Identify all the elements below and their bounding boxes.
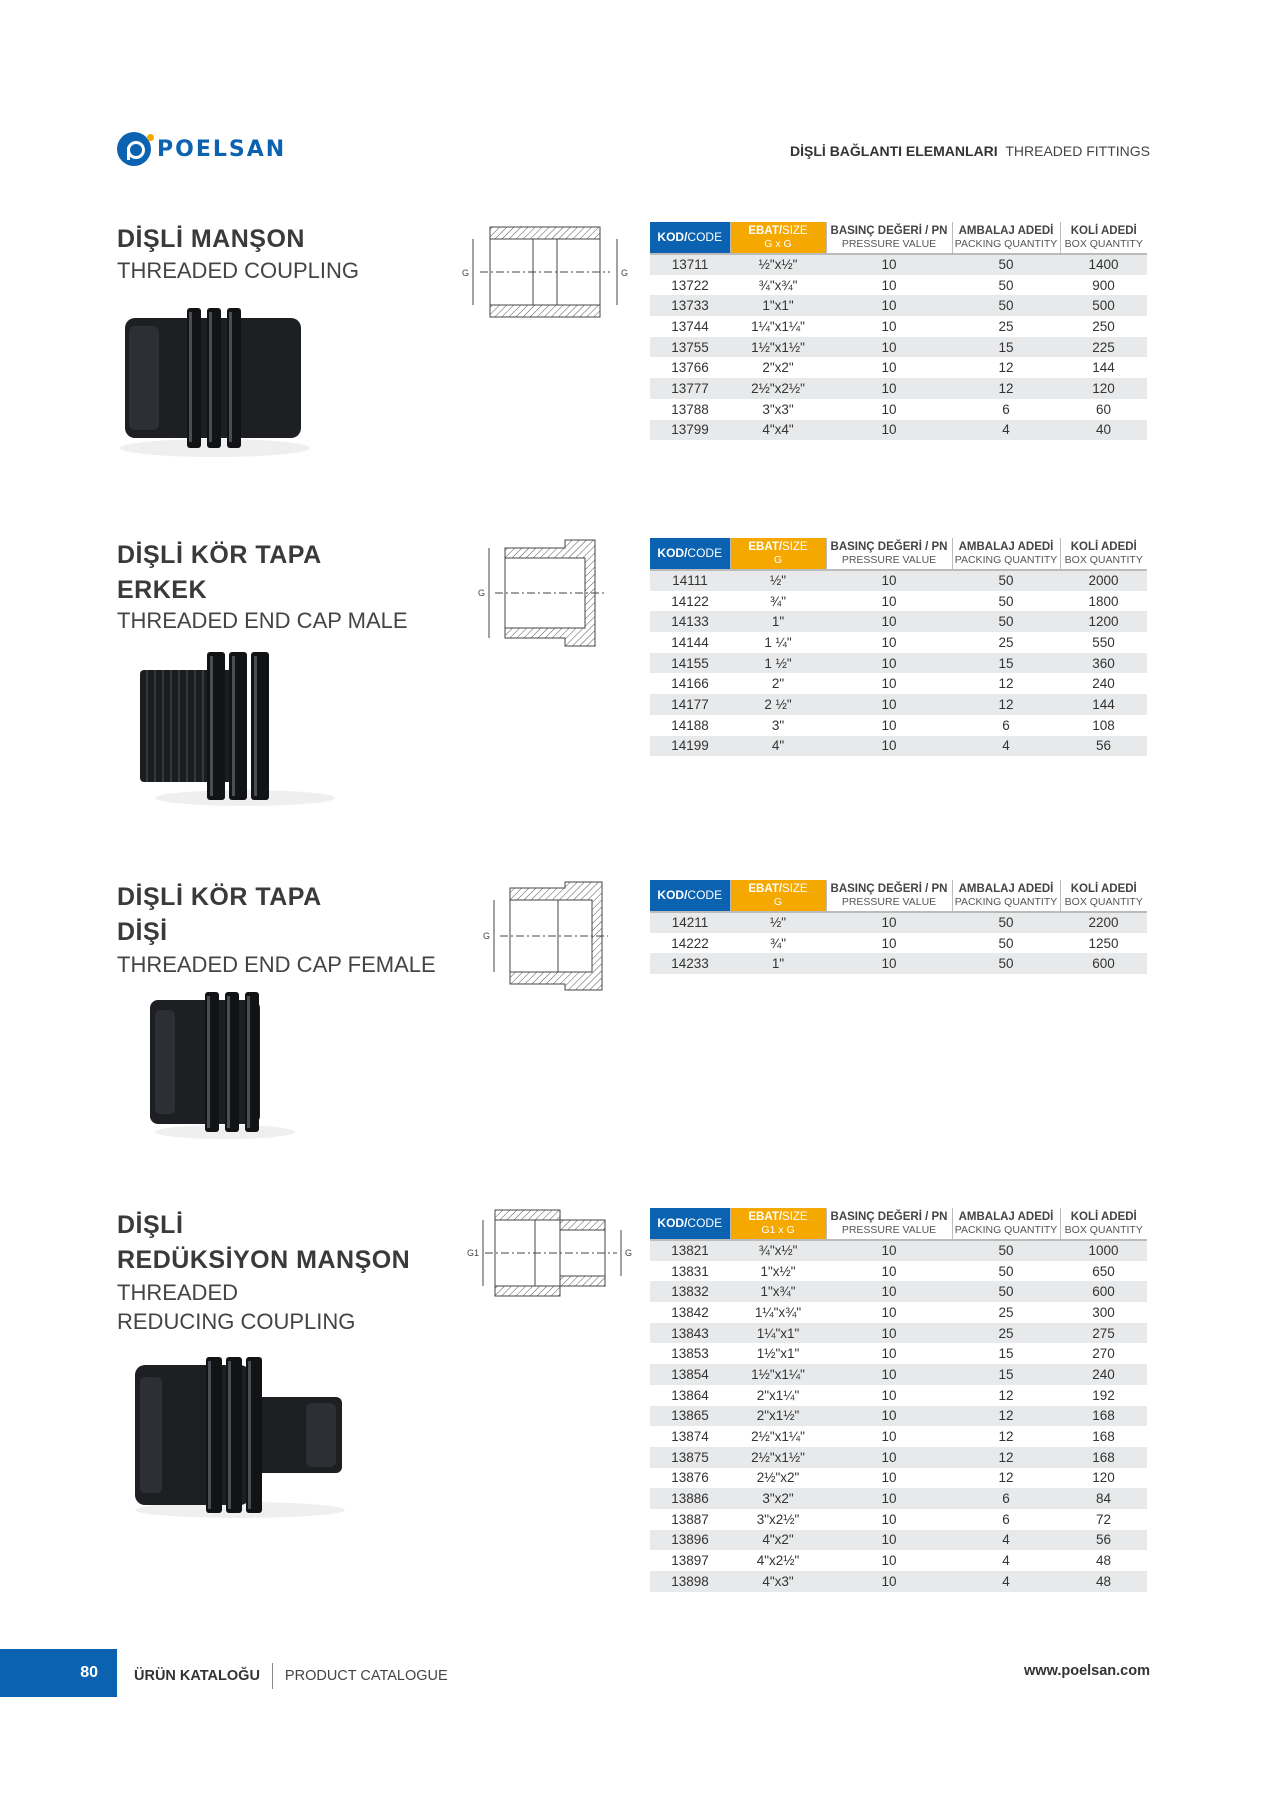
brand-name: POELSAN [157, 136, 287, 162]
cell-pressure: 10 [826, 1261, 952, 1282]
table-row [650, 1530, 1147, 1551]
cell-packing: 50 [952, 591, 1060, 612]
product-title [117, 222, 305, 257]
cell-packing: 50 [952, 933, 1060, 954]
cell-box: 168 [1060, 1426, 1147, 1447]
cell-code: 13875 [650, 1447, 730, 1468]
header-title-tr: DİŞLİ BAĞLANTI ELEMANLARI [790, 143, 998, 159]
cell-code: 13864 [650, 1385, 730, 1406]
table-row [650, 399, 1147, 420]
cell-code: 14122 [650, 591, 730, 612]
cell-box: 84 [1060, 1488, 1147, 1509]
cell-box: 300 [1060, 1302, 1147, 1323]
cell-size: 1½"x1" [730, 1343, 826, 1364]
end-cap-male-photo [135, 648, 335, 808]
cell-code: 13874 [650, 1426, 730, 1447]
cell-pressure: 10 [826, 357, 952, 378]
cell-pressure: 10 [826, 1385, 952, 1406]
cell-pressure: 10 [826, 673, 952, 694]
cell-box: 1800 [1060, 591, 1147, 612]
cell-code: 13777 [650, 378, 730, 399]
dimension-label: G1 [466, 1248, 479, 1258]
table-row [650, 1406, 1147, 1427]
cell-code: 13876 [650, 1468, 730, 1489]
cell-code: 13896 [650, 1530, 730, 1551]
cell-packing: 15 [952, 1364, 1060, 1385]
cell-pressure: 10 [826, 1406, 952, 1427]
cell-pressure: 10 [826, 933, 952, 954]
cell-pressure: 10 [826, 420, 952, 441]
title-line: ERKEK [117, 576, 208, 604]
col-code: KOD/CODE [650, 1208, 730, 1240]
cell-packing: 12 [952, 1426, 1060, 1447]
cell-size: 1¼"x¾" [730, 1302, 826, 1323]
cell-box: 550 [1060, 632, 1147, 653]
subtitle-line: THREADED END CAP FEMALE [117, 952, 436, 977]
col-pressure: BASINÇ DEĞERİ / PN PRESSURE VALUE [826, 1208, 952, 1240]
cell-code: 14111 [650, 570, 730, 591]
cell-size: 2"x1½" [730, 1406, 826, 1427]
cell-size: 4"x3" [730, 1571, 826, 1592]
cell-box: 60 [1060, 399, 1147, 420]
cell-box: 225 [1060, 337, 1147, 358]
cell-size: ¾" [730, 591, 826, 612]
cell-box: 56 [1060, 1530, 1147, 1551]
cell-size: 1"x½" [730, 1261, 826, 1282]
cell-code: 14222 [650, 933, 730, 954]
table-row [650, 1343, 1147, 1364]
cell-code: 14211 [650, 912, 730, 933]
table-row [650, 337, 1147, 358]
cell-size: 1¼"x1" [730, 1323, 826, 1344]
cell-box: 2000 [1060, 570, 1147, 591]
col-box: KOLİ ADEDİ BOX QUANTITY [1060, 538, 1147, 570]
spec-table [650, 880, 1147, 974]
col-packing: AMBALAJ ADEDİ PACKING QUANTITY [952, 1208, 1060, 1240]
cell-box: 120 [1060, 1468, 1147, 1489]
col-size: EBAT/SIZE G [730, 880, 826, 912]
table-row [650, 1385, 1147, 1406]
cell-code: 14133 [650, 611, 730, 632]
col-pressure: BASINÇ DEĞERİ / PN PRESSURE VALUE [826, 880, 952, 912]
subtitle-line: THREADED [117, 1280, 239, 1305]
table-row [650, 254, 1147, 275]
table-row [650, 378, 1147, 399]
col-box: KOLİ ADEDİ BOX QUANTITY [1060, 1208, 1147, 1240]
cell-box: 650 [1060, 1261, 1147, 1282]
col-size: EBAT/SIZE G x G [730, 222, 826, 254]
cell-pressure: 10 [826, 399, 952, 420]
table-row [650, 1447, 1147, 1468]
product-subtitle [117, 256, 359, 285]
cell-packing: 50 [952, 1281, 1060, 1302]
footer-divider [272, 1663, 273, 1689]
product-title [117, 1208, 410, 1278]
table-row [650, 1509, 1147, 1530]
cell-pressure: 10 [826, 378, 952, 399]
table-row [650, 715, 1147, 736]
cell-box: 72 [1060, 1509, 1147, 1530]
cell-packing: 12 [952, 1385, 1060, 1406]
cell-pressure: 10 [826, 1468, 952, 1489]
cell-packing: 50 [952, 275, 1060, 296]
cell-code: 14177 [650, 694, 730, 715]
cell-packing: 25 [952, 1302, 1060, 1323]
cell-pressure: 10 [826, 953, 952, 974]
cell-code: 13755 [650, 337, 730, 358]
table-row [650, 1261, 1147, 1282]
coupling-photo [115, 300, 315, 460]
spec-table [650, 538, 1147, 756]
table-row [650, 1364, 1147, 1385]
cell-pressure: 10 [826, 591, 952, 612]
cell-packing: 4 [952, 420, 1060, 441]
cell-size: 1½"x1¼" [730, 1364, 826, 1385]
product-subtitle [117, 1278, 355, 1336]
spec-table [650, 1208, 1147, 1592]
cell-size: 4" [730, 736, 826, 757]
dimension-label: G [477, 588, 485, 598]
cell-code: 13733 [650, 295, 730, 316]
title-line: DİŞLİ [117, 1211, 184, 1239]
table-row [650, 694, 1147, 715]
cell-code: 13744 [650, 316, 730, 337]
cell-pressure: 10 [826, 632, 952, 653]
cell-code: 13788 [650, 399, 730, 420]
cell-size: 1" [730, 611, 826, 632]
cell-code: 14233 [650, 953, 730, 974]
col-packing: AMBALAJ ADEDİ PACKING QUANTITY [952, 222, 1060, 254]
cell-box: 48 [1060, 1550, 1147, 1571]
table-row [650, 1281, 1147, 1302]
cell-code: 14166 [650, 673, 730, 694]
cell-packing: 4 [952, 1530, 1060, 1551]
table-row [650, 1468, 1147, 1489]
title-line: DİŞLİ KÖR TAPA [117, 883, 322, 911]
cell-box: 1200 [1060, 611, 1147, 632]
col-packing: AMBALAJ ADEDİ PACKING QUANTITY [952, 880, 1060, 912]
cell-size: 4"x2" [730, 1530, 826, 1551]
cell-box: 275 [1060, 1323, 1147, 1344]
cell-code: 13766 [650, 357, 730, 378]
col-box: KOLİ ADEDİ BOX QUANTITY [1060, 222, 1147, 254]
cell-packing: 4 [952, 736, 1060, 757]
cell-pressure: 10 [826, 694, 952, 715]
cell-packing: 50 [952, 912, 1060, 933]
table-row [650, 933, 1147, 954]
cell-box: 108 [1060, 715, 1147, 736]
cell-box: 56 [1060, 736, 1147, 757]
cell-size: 2"x1¼" [730, 1385, 826, 1406]
table-row [650, 611, 1147, 632]
cell-code: 13853 [650, 1343, 730, 1364]
cell-code: 13887 [650, 1509, 730, 1530]
cell-size: 2½"x1½" [730, 1447, 826, 1468]
cell-pressure: 10 [826, 1240, 952, 1261]
table-row [650, 653, 1147, 674]
cell-packing: 50 [952, 295, 1060, 316]
cell-code: 13831 [650, 1261, 730, 1282]
cell-code: 13799 [650, 420, 730, 441]
cell-box: 144 [1060, 694, 1147, 715]
cell-pressure: 10 [826, 570, 952, 591]
cell-size: 2½"x2½" [730, 378, 826, 399]
cell-packing: 12 [952, 1468, 1060, 1489]
table-row [650, 673, 1147, 694]
product-title [117, 880, 322, 950]
website-link[interactable]: www.poelsan.com [1024, 1663, 1150, 1679]
cell-box: 900 [1060, 275, 1147, 296]
cell-packing: 12 [952, 378, 1060, 399]
cell-packing: 15 [952, 337, 1060, 358]
cell-packing: 6 [952, 1488, 1060, 1509]
cell-pressure: 10 [826, 254, 952, 275]
cell-size: 1"x1" [730, 295, 826, 316]
dimension-label: G [482, 931, 490, 941]
table-row [650, 570, 1147, 591]
table-row [650, 357, 1147, 378]
cell-box: 240 [1060, 673, 1147, 694]
cell-size: ¾" [730, 933, 826, 954]
dimension-label: G [461, 268, 469, 278]
cell-code: 13865 [650, 1406, 730, 1427]
cell-pressure: 10 [826, 1488, 952, 1509]
table-row [650, 295, 1147, 316]
end-cap-male-technical-drawing [475, 538, 615, 648]
cell-code: 13832 [650, 1281, 730, 1302]
cell-pressure: 10 [826, 1323, 952, 1344]
cell-pressure: 10 [826, 715, 952, 736]
cell-packing: 4 [952, 1571, 1060, 1592]
cell-pressure: 10 [826, 316, 952, 337]
cell-code: 13897 [650, 1550, 730, 1571]
cell-pressure: 10 [826, 337, 952, 358]
col-size: EBAT/SIZE G1 x G [730, 1208, 826, 1240]
cell-pressure: 10 [826, 1447, 952, 1468]
cell-packing: 12 [952, 357, 1060, 378]
cell-box: 144 [1060, 357, 1147, 378]
table-row [650, 1488, 1147, 1509]
cell-size: 1¼"x1¼" [730, 316, 826, 337]
footer-catalog-en: PRODUCT CATALOGUE [284, 1667, 448, 1684]
cell-code: 13854 [650, 1364, 730, 1385]
subtitle-line: REDUCING COUPLING [117, 1309, 356, 1334]
cell-size: ¾"x½" [730, 1240, 826, 1261]
cell-packing: 6 [952, 399, 1060, 420]
cell-size: 3"x2" [730, 1488, 826, 1509]
table-row [650, 591, 1147, 612]
poelsan-logo-icon [117, 132, 151, 166]
cell-packing: 12 [952, 694, 1060, 715]
title-line: DİŞLİ MANŞON [117, 225, 305, 253]
end-cap-female-technical-drawing [480, 880, 610, 992]
table-row [650, 736, 1147, 757]
cell-size: 3"x2½" [730, 1509, 826, 1530]
cell-packing: 25 [952, 632, 1060, 653]
cell-pressure: 10 [826, 1571, 952, 1592]
dimension-label: G [621, 268, 629, 278]
product-subtitle [117, 606, 408, 635]
cell-packing: 15 [952, 653, 1060, 674]
cell-code: 14144 [650, 632, 730, 653]
title-line: DİŞLİ KÖR TAPA [117, 541, 322, 569]
cell-size: 1 ½" [730, 653, 826, 674]
cell-box: 192 [1060, 1385, 1147, 1406]
cell-packing: 12 [952, 673, 1060, 694]
col-code: KOD/CODE [650, 538, 730, 570]
cell-pressure: 10 [826, 1550, 952, 1571]
cell-pressure: 10 [826, 1426, 952, 1447]
cell-pressure: 10 [826, 1509, 952, 1530]
title-line: REDÜKSİYON MANŞON [117, 1246, 411, 1274]
cell-box: 168 [1060, 1406, 1147, 1427]
table-row [650, 953, 1147, 974]
page-header-title [790, 143, 1150, 159]
cell-box: 120 [1060, 378, 1147, 399]
cell-packing: 4 [952, 1550, 1060, 1571]
cell-packing: 6 [952, 715, 1060, 736]
cell-size: ½" [730, 570, 826, 591]
cell-code: 14199 [650, 736, 730, 757]
spec-table [650, 222, 1147, 440]
table-row [650, 275, 1147, 296]
cell-pressure: 10 [826, 1364, 952, 1385]
cell-size: 1 ¼" [730, 632, 826, 653]
cell-size: 3"x3" [730, 399, 826, 420]
cell-box: 240 [1060, 1364, 1147, 1385]
page-number: 80 [0, 1649, 117, 1697]
cell-packing: 50 [952, 611, 1060, 632]
cell-packing: 12 [952, 1447, 1060, 1468]
table-row [650, 1571, 1147, 1592]
cell-pressure: 10 [826, 611, 952, 632]
table-row [650, 1323, 1147, 1344]
cell-size: 2"x2" [730, 357, 826, 378]
cell-size: 2 ½" [730, 694, 826, 715]
cell-code: 13886 [650, 1488, 730, 1509]
table-row [650, 1240, 1147, 1261]
cell-box: 360 [1060, 653, 1147, 674]
cell-packing: 15 [952, 1343, 1060, 1364]
cell-code: 13711 [650, 254, 730, 275]
cell-code: 13842 [650, 1302, 730, 1323]
cell-size: 4"x2½" [730, 1550, 826, 1571]
dimension-label: G [625, 1248, 633, 1258]
subtitle-line: THREADED COUPLING [117, 258, 360, 283]
cell-pressure: 10 [826, 653, 952, 674]
header-title-en: THREADED FITTINGS [1005, 143, 1150, 159]
cell-pressure: 10 [826, 1302, 952, 1323]
cell-size: 2½"x1¼" [730, 1426, 826, 1447]
cell-box: 48 [1060, 1571, 1147, 1592]
cell-size: ¾"x¾" [730, 275, 826, 296]
cell-pressure: 10 [826, 912, 952, 933]
cell-packing: 50 [952, 570, 1060, 591]
end-cap-female-photo [145, 990, 295, 1140]
cell-size: 2½"x2" [730, 1468, 826, 1489]
table-row [650, 420, 1147, 441]
col-packing: AMBALAJ ADEDİ PACKING QUANTITY [952, 538, 1060, 570]
product-title [117, 538, 322, 608]
cell-box: 168 [1060, 1447, 1147, 1468]
cell-packing: 25 [952, 316, 1060, 337]
cell-size: ½" [730, 912, 826, 933]
table-row [650, 1550, 1147, 1571]
cell-box: 2200 [1060, 912, 1147, 933]
reducing-coupling-photo [130, 1355, 350, 1520]
cell-box: 250 [1060, 316, 1147, 337]
coupling-technical-drawing [455, 222, 635, 322]
table-row [650, 1426, 1147, 1447]
cell-pressure: 10 [826, 1343, 952, 1364]
cell-packing: 50 [952, 1261, 1060, 1282]
cell-box: 500 [1060, 295, 1147, 316]
subtitle-line: THREADED END CAP MALE [117, 608, 408, 633]
cell-box: 600 [1060, 953, 1147, 974]
cell-code: 14155 [650, 653, 730, 674]
cell-packing: 50 [952, 1240, 1060, 1261]
product-subtitle [117, 950, 436, 979]
cell-packing: 50 [952, 254, 1060, 275]
table-row [650, 316, 1147, 337]
cell-pressure: 10 [826, 275, 952, 296]
cell-size: 1½"x1½" [730, 337, 826, 358]
cell-size: ½"x½" [730, 254, 826, 275]
table-row [650, 632, 1147, 653]
cell-code: 13898 [650, 1571, 730, 1592]
cell-size: 1"x¾" [730, 1281, 826, 1302]
footer-catalog-tr: ÜRÜN KATALOĞU [134, 1667, 260, 1684]
col-box: KOLİ ADEDİ BOX QUANTITY [1060, 880, 1147, 912]
col-pressure: BASINÇ DEĞERİ / PN PRESSURE VALUE [826, 222, 952, 254]
cell-box: 600 [1060, 1281, 1147, 1302]
reducing-coupling-technical-drawing [465, 1205, 640, 1301]
cell-code: 14188 [650, 715, 730, 736]
cell-packing: 50 [952, 953, 1060, 974]
cell-packing: 25 [952, 1323, 1060, 1344]
cell-pressure: 10 [826, 736, 952, 757]
table-row [650, 1302, 1147, 1323]
col-size: EBAT/SIZE G [730, 538, 826, 570]
cell-size: 4"x4" [730, 420, 826, 441]
cell-code: 13843 [650, 1323, 730, 1344]
cell-size: 1" [730, 953, 826, 974]
col-code: KOD/CODE [650, 880, 730, 912]
cell-box: 1400 [1060, 254, 1147, 275]
cell-size: 2" [730, 673, 826, 694]
col-code: KOD/CODE [650, 222, 730, 254]
cell-pressure: 10 [826, 1281, 952, 1302]
title-line: DİŞİ [117, 918, 168, 946]
col-pressure: BASINÇ DEĞERİ / PN PRESSURE VALUE [826, 538, 952, 570]
brand-logo [117, 132, 286, 166]
cell-pressure: 10 [826, 1530, 952, 1551]
cell-code: 13821 [650, 1240, 730, 1261]
footer-catalog [134, 1663, 448, 1689]
cell-packing: 12 [952, 1406, 1060, 1427]
cell-size: 3" [730, 715, 826, 736]
cell-box: 1250 [1060, 933, 1147, 954]
cell-box: 40 [1060, 420, 1147, 441]
cell-box: 1000 [1060, 1240, 1147, 1261]
cell-code: 13722 [650, 275, 730, 296]
cell-box: 270 [1060, 1343, 1147, 1364]
cell-packing: 6 [952, 1509, 1060, 1530]
cell-pressure: 10 [826, 295, 952, 316]
table-row [650, 912, 1147, 933]
